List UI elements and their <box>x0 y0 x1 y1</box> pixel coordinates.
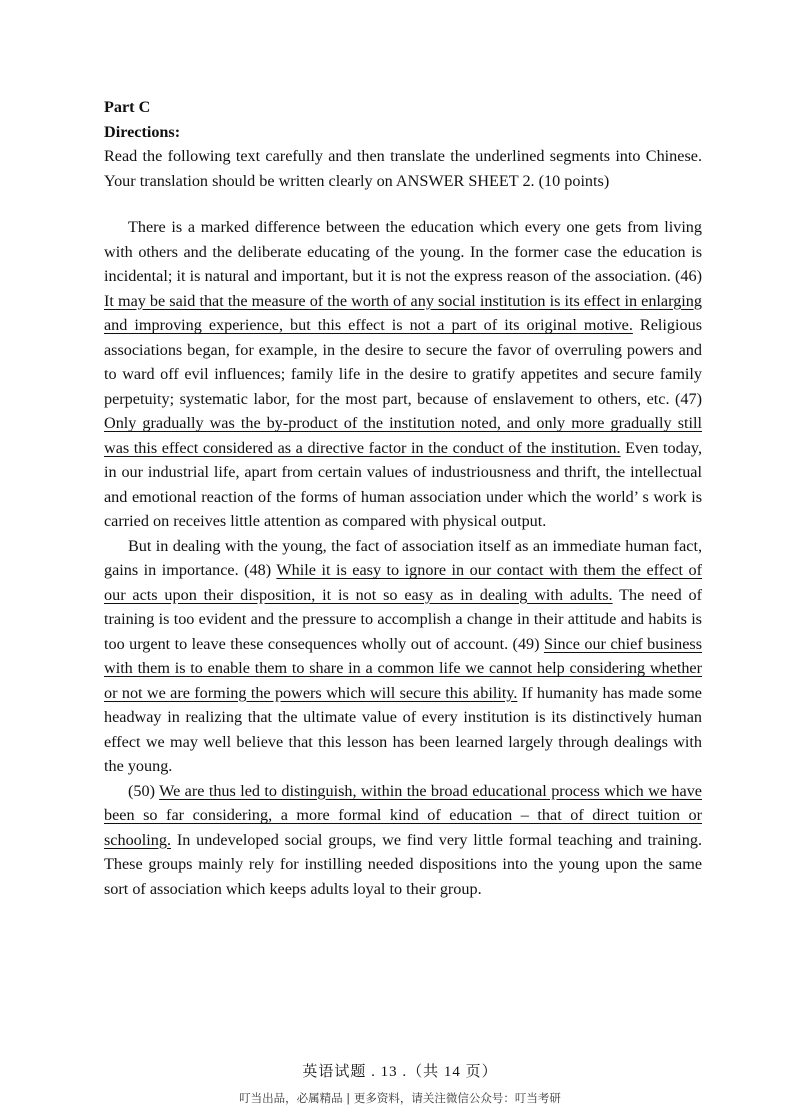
underlined-segment-47: Only gradually was the by-product of the institution noted, and only more gradually still was this effect considered as a directive factor in the conduct of the institution. <box>104 414 702 457</box>
paragraph-text: There is a marked difference between the education which every one gets from living with others and the deliberate educating of the young. In the former case the education is incidental; it is natural and important, but it is not the express reason of the association. (46) <box>104 218 702 285</box>
underlined-segment-46: It may be said that the measure of the worth of any social institution is its effect in enlarging and improving experience, but this effect is not a part of its original motive. <box>104 291 702 334</box>
passage-paragraph-3 <box>104 779 702 902</box>
paragraph-text: But in dealing with the young, the fact of association itself as an immediate human fact, gains in importance. (48) <box>104 536 702 579</box>
underlined-segment-49: Since our chief business with them is to enable them to share in a common life we cannot help considering whether or not we are forming the powers which will secure this ability. <box>104 634 702 702</box>
passage-paragraph-2 <box>104 534 702 779</box>
underlined-segment-50: We are thus led to distinguish, within the broad educational process which we have been so far considering, a more formal kind of education – that of direct tuition or schooling. <box>104 781 702 849</box>
footer-note: 叮当出品，必属精品 | 更多资料，请关注微信公众号：叮当考研 <box>239 1091 561 1105</box>
directions-text: Read the following text carefully and then translate the underlined segments into Chinese. Your translation should be written clearly on ANSWER SHEET 2. (10 points) <box>104 147 702 190</box>
paragraph-text: Even today, in our industrial life, apart from certain values of industriousness and thrift, the intellectual and emotional reaction of the forms of human association under which the world’ s work is carried on receives little attention as compared with physical output. <box>104 438 702 530</box>
page-content <box>104 95 702 901</box>
passage-paragraph-1 <box>104 215 702 534</box>
spacer <box>104 193 702 215</box>
paragraph-text: Religious associations began, for example, in the desire to secure the favor of overruling powers and to ward off evil influences; family life in the desire to gratify appetites and secure family perpetuity; systematic labor, for the most part, because of enslavement to others, etc. (47) <box>104 316 702 408</box>
directions-heading: Directions: <box>104 122 181 141</box>
paragraph-text: (50) <box>128 781 160 800</box>
paragraph-text: If humanity has made some headway in realizing that the ultimate value of every institution is its distinctively human effect we may well believe that this lesson has been learned largely through dealings with the young. <box>104 683 702 775</box>
part-title: Part C <box>104 98 151 116</box>
paragraph-text: In undeveloped social groups, we find very little formal teaching and training. These groups mainly rely for instilling needed dispositions into the young upon the same sort of association which keeps adults loyal to their group. <box>104 830 702 898</box>
underlined-segment-48: While it is easy to ignore in our contact with them the effect of our acts upon their disposition, it is not so easy as in dealing with adults. <box>104 561 703 604</box>
page-number-footer: 英语试题 . 13 .（共 14 页） <box>302 1064 498 1080</box>
paragraph-text: The need of training is too evident and the pressure to accomplish a change in their attitude and habits is too urgent to leave these consequences wholly out of account. (49) <box>104 585 702 653</box>
